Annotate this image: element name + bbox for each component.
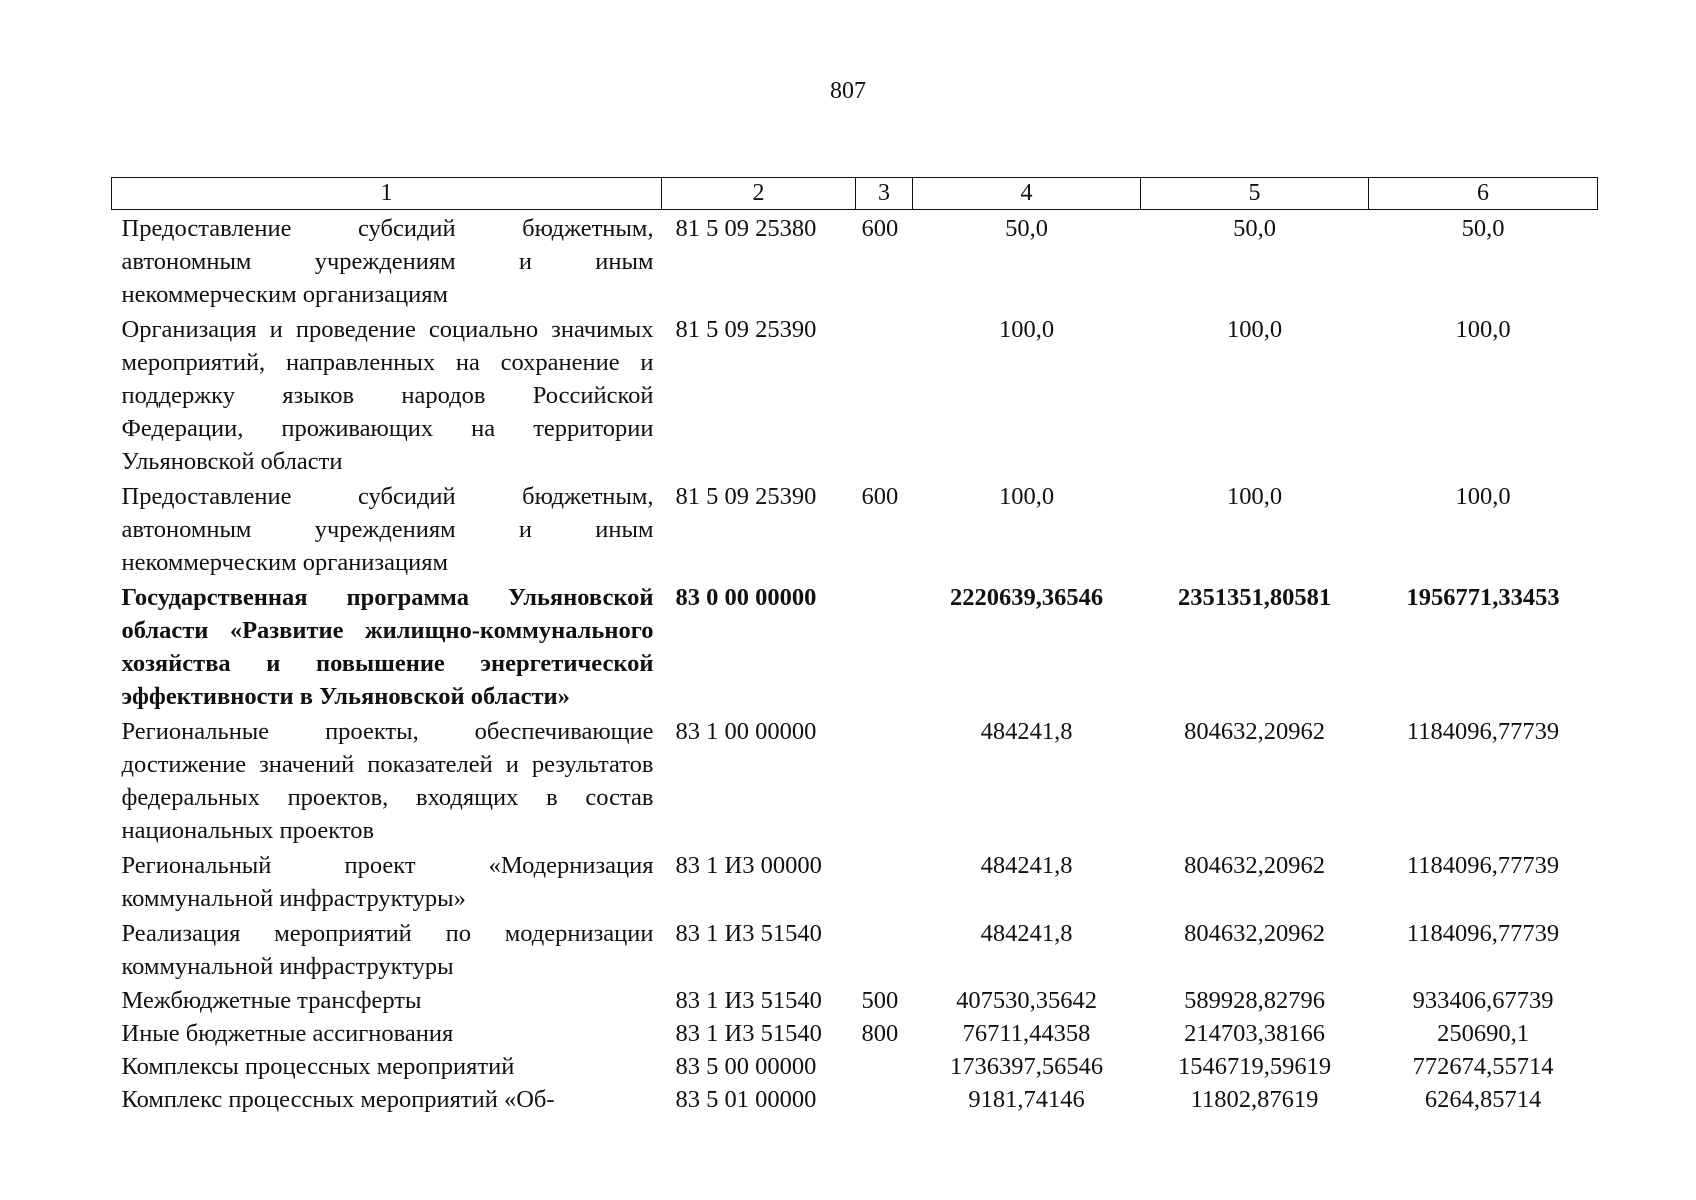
row-amount-6: 1184096,77739 xyxy=(1406,852,1560,879)
row-type xyxy=(856,1082,913,1115)
header-cell-2: 2 xyxy=(662,178,856,210)
table-row xyxy=(112,915,1598,983)
table-row xyxy=(112,1016,1598,1049)
row-amount-4: 50,0 xyxy=(1005,215,1048,242)
row-amount-5: 100,0 xyxy=(1226,483,1283,510)
header-cell-5: 5 xyxy=(1141,178,1369,210)
row-amount-4: 484241,8 xyxy=(980,852,1073,879)
row-name: Комплекс процессных мероприятий «Об- xyxy=(121,1086,555,1113)
row-amount-6: 772674,55714 xyxy=(1412,1053,1554,1080)
row-amount-5: 50,0 xyxy=(1233,215,1276,242)
table-row xyxy=(112,983,1598,1016)
row-code: 83 1 И3 00000 xyxy=(675,852,822,879)
row-amount-4: 2220639,36546 xyxy=(949,584,1104,611)
row-name: Государственная программа Ульяновской области «Развитие жилищно-коммунального хозяйства и повышение энергетической эффективности в Ульяновской области» xyxy=(121,584,654,710)
row-type: 600 xyxy=(861,483,899,510)
row-amount-4: 484241,8 xyxy=(980,718,1073,745)
row-name: Комплексы процессных мероприятий xyxy=(121,1053,515,1080)
row-code: 83 1 И3 51540 xyxy=(675,920,822,947)
row-name: Иные бюджетные ассигнования xyxy=(121,1020,454,1047)
row-code: 83 0 00 00000 xyxy=(675,584,817,611)
row-name: Организация и проведение социально значимых мероприятий, направленных на сохранение и поддержку языков народов Российской Федерации, проживающих на территории Ульяновской области xyxy=(121,316,654,475)
row-type: 500 xyxy=(861,987,899,1014)
row-type xyxy=(856,713,913,847)
header-cell-1: 1 xyxy=(112,178,662,210)
row-type xyxy=(856,847,913,915)
row-name: Региональные проекты, обеспечивающие достижение значений показателей и результатов федеральных проектов, входящих в состав национальных проектов xyxy=(121,718,654,844)
row-type: 800 xyxy=(861,1020,899,1047)
table-row xyxy=(112,1049,1598,1082)
row-amount-4: 9181,74146 xyxy=(968,1086,1085,1113)
row-amount-6: 1184096,77739 xyxy=(1406,920,1560,947)
row-amount-4: 76711,44358 xyxy=(962,1020,1091,1047)
row-type xyxy=(856,915,913,983)
row-code: 83 5 00 00000 xyxy=(675,1053,817,1080)
row-amount-5: 214703,38166 xyxy=(1184,1020,1325,1047)
row-type xyxy=(856,1049,913,1082)
row-type xyxy=(856,311,913,478)
row-name: Региональный проект «Модернизация коммунальной инфраструктуры» xyxy=(121,852,654,912)
row-amount-5: 100,0 xyxy=(1226,316,1283,343)
row-amount-4: 100,0 xyxy=(998,483,1055,510)
row-name: Предоставление субсидий бюджетным, автономным учреждениям и иным некоммерческим организациям xyxy=(121,483,654,576)
row-name: Предоставление субсидий бюджетным, автономным учреждениям и иным некоммерческим организациям xyxy=(121,215,654,308)
row-amount-4: 407530,35642 xyxy=(956,987,1097,1014)
row-code: 81 5 09 25390 xyxy=(675,316,817,343)
row-amount-5: 804632,20962 xyxy=(1184,852,1325,879)
row-amount-5: 1546719,59619 xyxy=(1177,1053,1332,1080)
header-cell-6: 6 xyxy=(1369,178,1598,210)
table-row xyxy=(112,210,1598,312)
row-amount-5: 11802,87619 xyxy=(1190,1086,1319,1113)
row-code: 81 5 09 25390 xyxy=(675,483,817,510)
row-amount-4: 484241,8 xyxy=(980,920,1073,947)
row-amount-5: 589928,82796 xyxy=(1184,987,1325,1014)
row-code: 83 1 И3 51540 xyxy=(675,1020,822,1047)
table-row xyxy=(112,579,1598,713)
table-body xyxy=(112,210,1598,1116)
row-amount-5: 804632,20962 xyxy=(1184,718,1325,745)
row-amount-6: 6264,85714 xyxy=(1424,1086,1542,1113)
row-amount-6: 933406,67739 xyxy=(1412,987,1554,1014)
row-amount-6: 50,0 xyxy=(1461,215,1505,242)
row-amount-5: 2351351,80581 xyxy=(1177,584,1332,611)
row-amount-4: 1736397,56546 xyxy=(949,1053,1104,1080)
table-row xyxy=(112,847,1598,915)
header-row xyxy=(112,178,1598,210)
table-row xyxy=(112,1082,1598,1115)
row-amount-6: 1184096,77739 xyxy=(1406,718,1560,745)
row-name: Межбюджетные трансферты xyxy=(121,987,422,1014)
table-header xyxy=(112,178,1598,210)
row-amount-5: 804632,20962 xyxy=(1184,920,1325,947)
row-type xyxy=(856,579,913,713)
table-row xyxy=(112,311,1598,478)
row-amount-6: 250690,1 xyxy=(1437,1020,1529,1047)
row-amount-6: 100,0 xyxy=(1455,483,1511,510)
header-cell-4: 4 xyxy=(913,178,1141,210)
row-type: 600 xyxy=(861,215,899,242)
row-amount-4: 100,0 xyxy=(998,316,1055,343)
row-amount-6: 100,0 xyxy=(1455,316,1511,343)
row-code: 81 5 09 25380 xyxy=(675,215,817,242)
row-amount-6: 1956771,33453 xyxy=(1406,584,1560,611)
page-number: 807 xyxy=(830,78,866,104)
row-code: 83 1 00 00000 xyxy=(675,718,817,745)
row-code: 83 5 01 00000 xyxy=(675,1086,817,1113)
row-code: 83 1 И3 51540 xyxy=(675,987,822,1014)
header-cell-3: 3 xyxy=(856,178,913,210)
table-row xyxy=(112,713,1598,847)
row-name: Реализация мероприятий по модернизации коммунальной инфраструктуры xyxy=(121,920,654,980)
budget-table xyxy=(111,177,1598,1115)
table-row xyxy=(112,478,1598,579)
